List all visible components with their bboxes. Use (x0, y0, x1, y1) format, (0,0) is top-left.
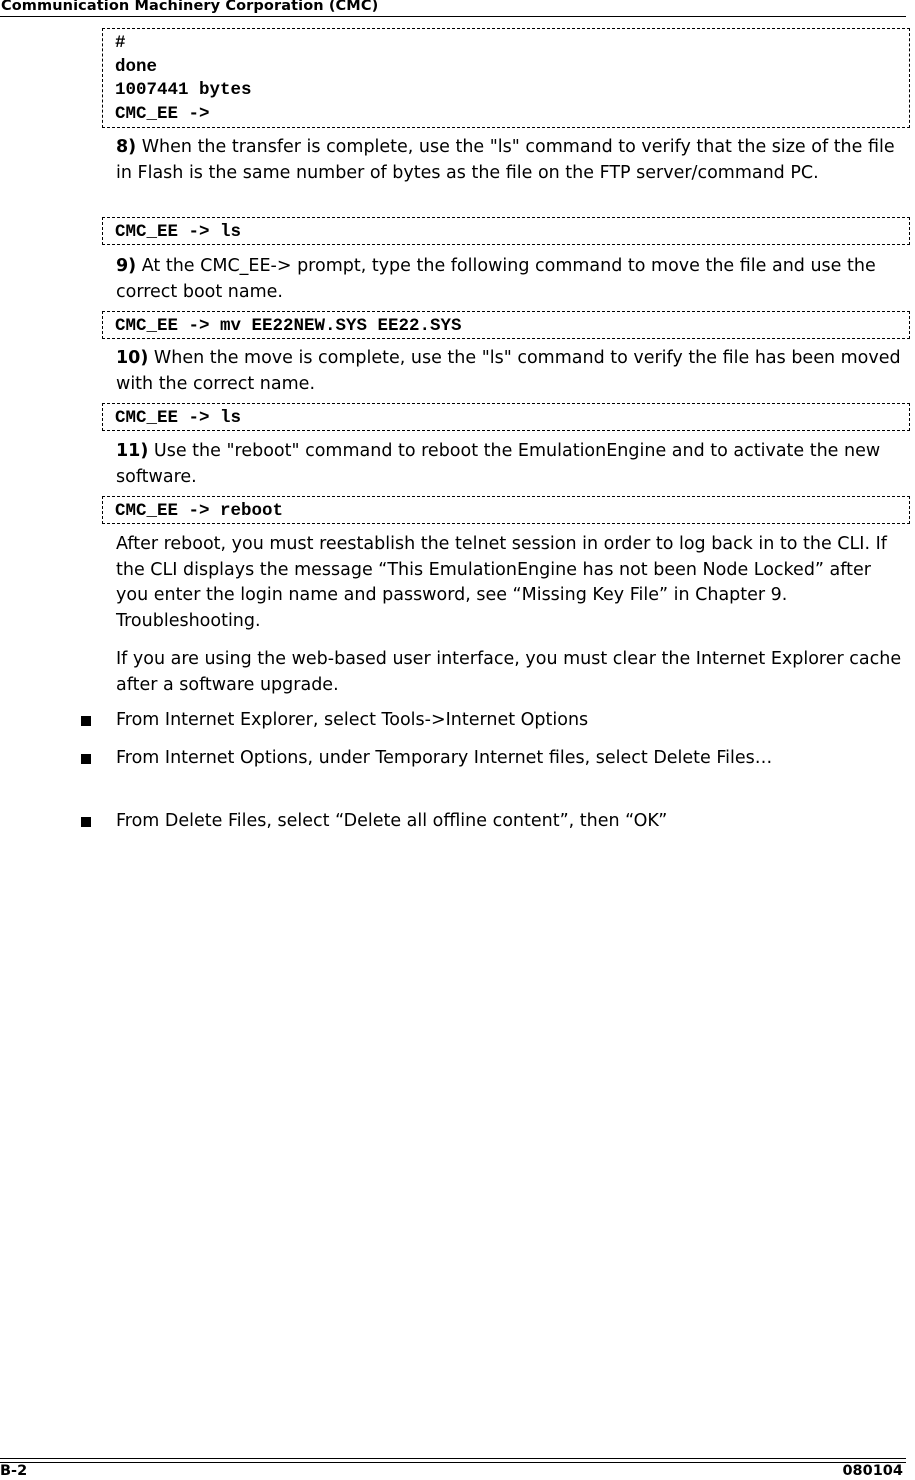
footer-rule (0, 1462, 906, 1463)
web-ui-note-paragraph: If you are using the web-based user interface, you must clear the Internet Explorer cache after a software upgrade. (116, 649, 902, 695)
step-9-paragraph (116, 254, 906, 305)
page-header (0, 0, 906, 17)
list-item-text: From Delete Files, select “Delete all offline content”, then “OK” (116, 811, 668, 831)
code-line: CMC_EE -> ls (115, 222, 242, 242)
list-item-text: From Internet Explorer, select Tools->Internet Options (116, 710, 589, 730)
step-11-paragraph (116, 439, 906, 490)
step-number: 8) (116, 137, 137, 157)
square-bullet-icon (81, 754, 91, 764)
footer-rule (0, 1458, 906, 1459)
code-line: done (115, 56, 158, 77)
code-line: CMC_EE -> mv EE22NEW.SYS EE22.SYS (115, 316, 462, 336)
code-line: CMC_EE -> reboot (115, 501, 284, 521)
code-block-ls (102, 217, 910, 245)
code-line: # (115, 33, 126, 53)
code-line: CMC_EE -> (115, 103, 210, 124)
document-number: 080104 (842, 1463, 903, 1479)
after-reboot-paragraph: After reboot, you must reestablish the telnet session in order to log back in to the CLI. If the CLI displays the message “This EmulationEngine has not been Node Locked” after you enter the login name and password, see “Missing Key File” in Chapter 9. Troubleshooting. (116, 534, 887, 631)
step-number: 11) (116, 441, 149, 461)
step-text: At the CMC_EE-> prompt, type the following command to move the file and use the correct boot name. (116, 256, 876, 302)
code-block-ls-2 (102, 403, 910, 431)
code-block-transfer-output (102, 28, 910, 128)
step-text: Use the "reboot" command to reboot the EmulationEngine and to activate the new software. (116, 441, 881, 487)
code-line: 1007441 bytes (115, 80, 252, 100)
step-text: When the move is complete, use the "ls" command to verify the file has been moved with the correct name. (116, 348, 901, 394)
step-number: 10) (116, 348, 149, 368)
code-block-mv (102, 311, 910, 339)
page-number: B-2 (0, 1463, 28, 1479)
square-bullet-icon (81, 817, 91, 827)
step-8-paragraph (116, 135, 906, 186)
step-number: 9) (116, 256, 137, 276)
list-item-text: From Internet Options, under Temporary Internet files, select Delete Files… (116, 748, 773, 768)
step-10-paragraph (116, 346, 906, 397)
header-title: Communication Machinery Corporation (CMC) (1, 0, 379, 14)
step-text: When the transfer is complete, use the "ls" command to verify that the size of the file in Flash is the same number of bytes as the file on the FTP server/command PC. (116, 137, 895, 183)
square-bullet-icon (81, 716, 91, 726)
code-block-reboot (102, 496, 910, 524)
code-line: CMC_EE -> ls (115, 408, 242, 428)
